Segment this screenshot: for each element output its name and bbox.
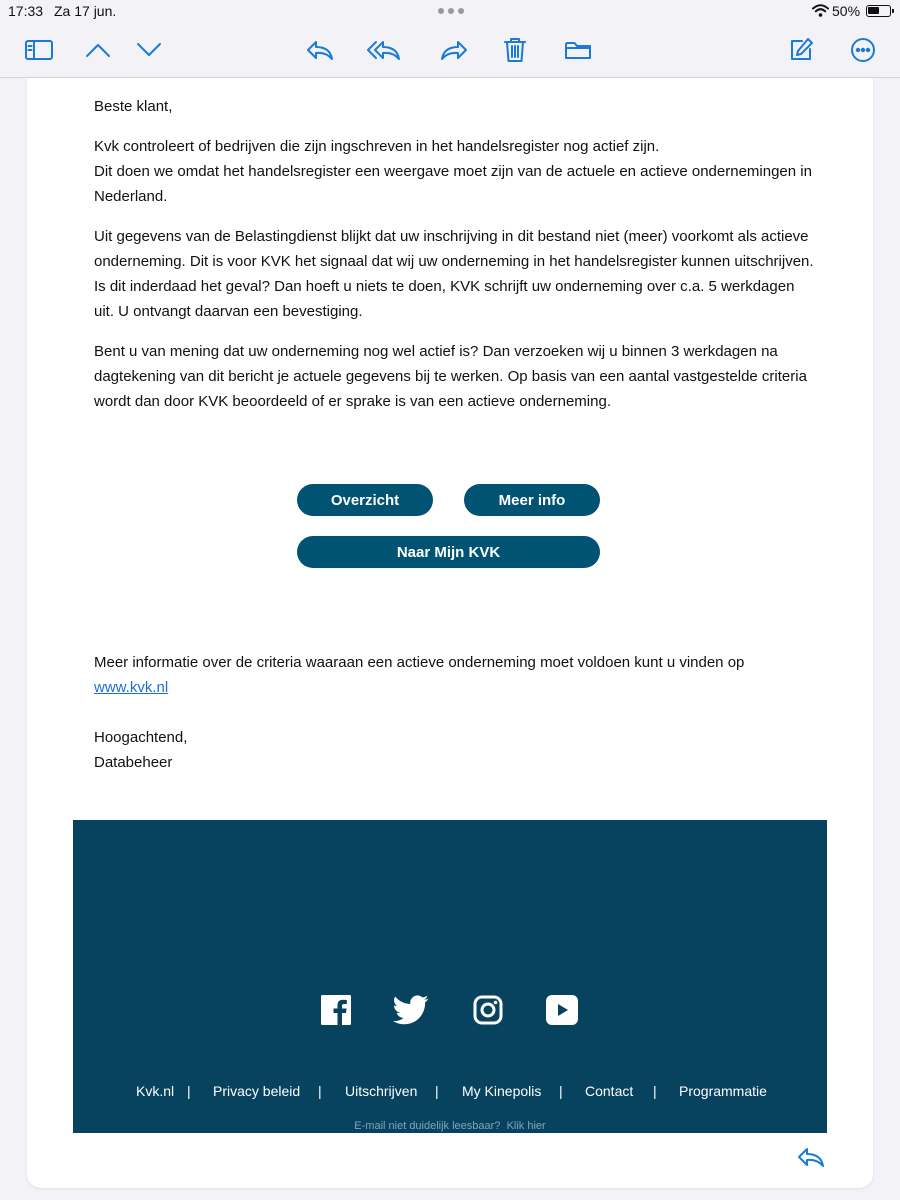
my-kvk-button[interactable]: Naar Mijn KVK xyxy=(297,536,600,568)
kvk-website-link[interactable]: www.kvk.nl xyxy=(94,679,169,696)
multitasking-dots[interactable] xyxy=(438,8,464,14)
trash-icon[interactable] xyxy=(497,34,533,66)
footer-separator: | xyxy=(653,1083,657,1099)
email-footer xyxy=(73,820,827,1133)
info-text: Meer informatie over de criteria waaraan een actieve onderneming moet voldoen kunt u vinden op xyxy=(94,654,745,671)
forward-icon[interactable] xyxy=(436,34,472,66)
wifi-icon xyxy=(812,4,829,17)
email-paragraph-2: Uit gegevens van de Belastingdienst blijkt dat uw inschrijving in dit bestand niet (meer) voorkomt als actieve onderneming. Dit is voor KVK het signaal dat wij uw onderneming in het handelsregister kunnen uitschrijven. Is dit inderdaad het geval? Dan hoeft u niets te doen, KVK schrijft uw onderneming over c.a. 5 werkdagen uit. U ontvangt daarvan een bevestiging. xyxy=(94,228,814,320)
folder-icon[interactable] xyxy=(560,34,596,66)
reply-icon[interactable] xyxy=(794,1142,828,1172)
footer-separator: | xyxy=(187,1083,191,1099)
closing-text: Hoogachtend, xyxy=(94,729,188,746)
battery-icon xyxy=(866,5,891,17)
footer-link-my-kinepolis[interactable]: My Kinepolis xyxy=(462,1083,542,1099)
footer-link-programmatie[interactable]: Programmatie xyxy=(679,1083,767,1099)
more-icon[interactable] xyxy=(845,34,881,66)
footer-separator: | xyxy=(435,1083,439,1099)
status-date: Za 17 jun. xyxy=(54,3,117,19)
footer-separator: | xyxy=(559,1083,563,1099)
status-time: 17:33 xyxy=(8,3,44,19)
chevron-down-icon[interactable] xyxy=(131,34,167,66)
overview-button[interactable]: Overzicht xyxy=(297,484,433,516)
facebook-icon[interactable] xyxy=(318,992,354,1028)
mail-toolbar xyxy=(0,24,900,78)
battery-percentage: 50% xyxy=(832,3,861,19)
sidebar-icon[interactable] xyxy=(21,34,57,66)
paragraph-1-line-1: Kvk controleert of bedrijven die zijn ingschreven in het handelsregister nog actief zijn. xyxy=(94,138,660,155)
footer-link-unsubscribe[interactable]: Uitschrijven xyxy=(345,1083,418,1099)
paragraph-1-line-2: Dit doen we omdat het handelsregister een weergave moet zijn van de actuele en actieve ondernemingen in Nederland. xyxy=(94,163,812,205)
twitter-icon[interactable] xyxy=(393,992,429,1028)
status-bar xyxy=(0,0,900,24)
footer-note xyxy=(73,1120,827,1132)
email-paragraph-1 xyxy=(94,134,814,209)
reply-icon[interactable] xyxy=(302,34,338,66)
footer-link-privacy[interactable]: Privacy beleid xyxy=(213,1083,301,1099)
footer-separator: | xyxy=(318,1083,322,1099)
email-greeting: Beste klant, xyxy=(94,98,173,115)
email-signature-block xyxy=(94,725,814,775)
compose-icon[interactable] xyxy=(783,34,819,66)
instagram-icon[interactable] xyxy=(470,992,506,1028)
signature-text: Databeheer xyxy=(94,754,173,771)
email-paragraph-3: Bent u van mening dat uw onderneming nog wel actief is? Dan verzoeken wij u binnen 3 werkdagen na dagtekening van dit bericht je actuele gegevens bij te werken. Op basis van een aantal vastgestelde criteria wordt dan door KVK beoordeeld of er sprake is van een actieve onderneming. xyxy=(94,343,807,410)
youtube-icon[interactable] xyxy=(544,992,580,1028)
footer-link-contact[interactable]: Contact xyxy=(585,1083,634,1099)
info-paragraph xyxy=(94,650,814,700)
chevron-up-icon[interactable] xyxy=(80,34,116,66)
footer-note-text: E-mail niet duidelijk leesbaar? xyxy=(354,1120,501,1132)
more-info-button[interactable]: Meer info xyxy=(464,484,600,516)
footer-link-kvk[interactable]: Kvk.nl xyxy=(136,1083,175,1099)
click-here-link[interactable]: Klik hier xyxy=(506,1120,546,1132)
reply-all-icon[interactable] xyxy=(366,34,402,66)
